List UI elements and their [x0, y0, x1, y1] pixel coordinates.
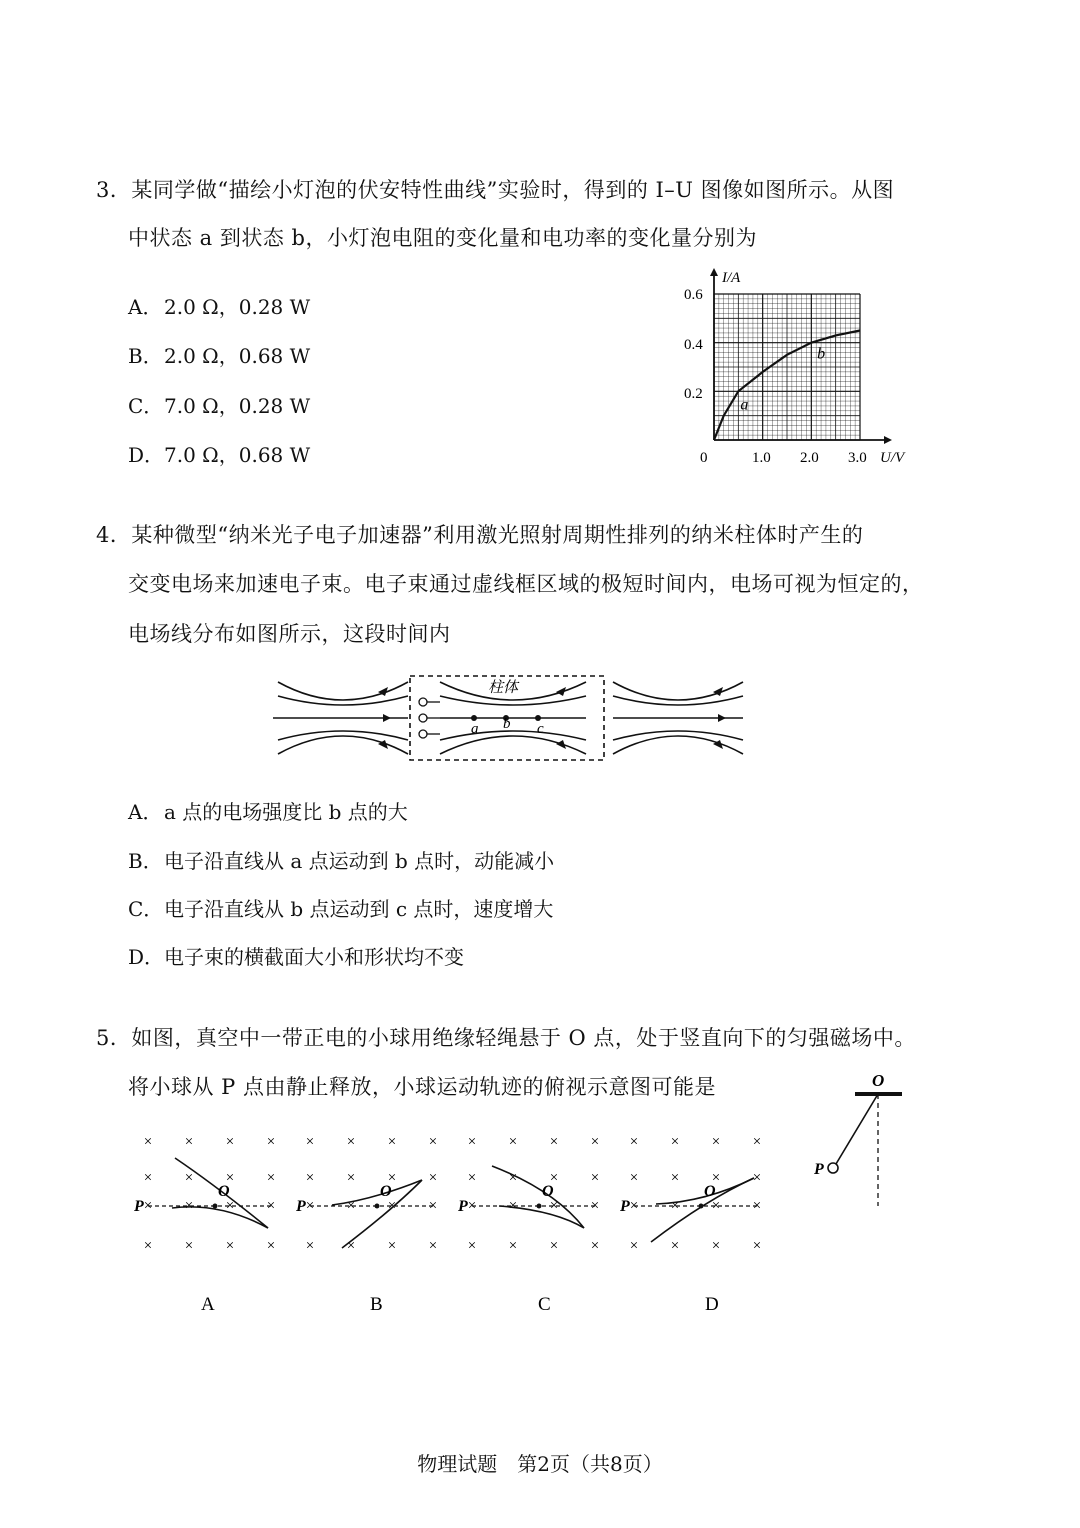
- q5-field-cross-mark: ×: [346, 1170, 356, 1186]
- q4-field-line-figure: [268, 670, 748, 770]
- q3-option-c: [128, 390, 310, 419]
- q5-choice-d-label: D: [705, 1294, 719, 1315]
- q3-origin-label: 0: [700, 450, 708, 466]
- q5-point-p-label: P: [296, 1198, 306, 1215]
- q4-option-a-text: a 点的电场强度比 b 点的大: [164, 800, 408, 824]
- q5-field-cross-mark: ×: [305, 1238, 315, 1254]
- q5-field-cross-mark: ×: [225, 1238, 235, 1254]
- q5-field-cross-mark: ×: [428, 1238, 438, 1254]
- q5-choice-b-label: B: [370, 1294, 383, 1315]
- q3-y-tick-0.6: 0.6: [684, 287, 703, 303]
- q5-field-cross-mark: ×: [711, 1198, 721, 1214]
- q5-field-cross-mark: ×: [387, 1198, 397, 1214]
- q5-field-cross-mark: ×: [508, 1198, 518, 1214]
- q4-pillar-label: 柱体: [488, 680, 519, 696]
- q4-point-c-label: c: [537, 721, 544, 737]
- q4-point-a-label: a: [471, 721, 479, 737]
- q5-field-cross-mark: ×: [184, 1198, 194, 1214]
- q4-field-line: [278, 682, 408, 700]
- q5-field-cross-mark: ×: [467, 1238, 477, 1254]
- q4-option-a-label: A．: [128, 800, 163, 824]
- q5-point-p-label: P: [458, 1198, 468, 1215]
- q5-field-cross-mark: ×: [467, 1198, 477, 1214]
- q5-point-o-dot: [213, 1204, 218, 1209]
- q4-option-c-text: 电子沿直线从 b 点运动到 c 点时，速度增大: [164, 897, 554, 921]
- q5-field-cross-mark: ×: [428, 1198, 438, 1214]
- page-footer: 物理试题 第2页（共8页）: [417, 1452, 663, 1476]
- q5-field-cross-mark: ×: [629, 1238, 639, 1254]
- q5-point-o-label: O: [872, 1071, 885, 1090]
- q3-iu-graph: [676, 262, 926, 472]
- q5-field-cross-mark: ×: [387, 1170, 397, 1186]
- q4-electron-beam: [419, 698, 440, 738]
- q5-field-cross-mark: ×: [305, 1134, 315, 1150]
- q5-field-cross-mark: ×: [752, 1170, 762, 1186]
- q4-option-a: [128, 796, 408, 825]
- q4-option-b-label: B．: [128, 849, 163, 873]
- q3-option-c-text: 7.0 Ω，0.28 W: [164, 394, 311, 418]
- q5-field-cross-mark: ×: [467, 1170, 477, 1186]
- q5-point-o-label: O: [704, 1183, 716, 1200]
- q5-point-o-dot: [537, 1204, 542, 1209]
- q3-point-a-label: a: [740, 396, 749, 414]
- q5-field-cross-mark: ×: [670, 1238, 680, 1254]
- q3-option-d-label: D．: [128, 443, 165, 467]
- q5-point-p-label: P: [620, 1198, 630, 1215]
- q4-field-line: [613, 682, 743, 700]
- q5-field-cross-mark: ×: [305, 1198, 315, 1214]
- q5-field-cross-mark: ×: [184, 1134, 194, 1150]
- q5-trajectory: [651, 1178, 754, 1242]
- q3-stem-line1: 3．某同学做“描绘小灯泡的伏安特性曲线”实验时，得到的 I–U 图像如图所示。从图: [96, 178, 895, 202]
- q5-field-cross-mark: ×: [629, 1198, 639, 1214]
- q4-field-line: [278, 736, 408, 754]
- q3-option-b: [128, 340, 310, 369]
- q3-option-a-label: A．: [128, 295, 163, 319]
- q5-stem-line2: 将小球从 P 点由静止释放，小球运动轨迹的俯视示意图可能是: [128, 1075, 716, 1099]
- q3-x-axis-label: U/V: [880, 450, 905, 466]
- q3-y-tick-0.2: 0.2: [684, 386, 703, 402]
- q3-option-b-text: 2.0 Ω，0.68 W: [164, 344, 311, 368]
- q5-point-o-dot: [375, 1204, 380, 1209]
- q5-field-cross-mark: ×: [590, 1238, 600, 1254]
- q4-stem-line2: 交变电场来加速电子束。电子束通过虚线框区域的极短时间内，电场可视为恒定的，: [128, 572, 924, 596]
- q5-choice-panel: [457, 1134, 599, 1254]
- q5-field-cross-mark: ×: [387, 1134, 397, 1150]
- q5-field-cross-mark: ×: [143, 1170, 153, 1186]
- q5-field-cross-mark: ×: [508, 1134, 518, 1150]
- q5-field-cross-mark: ×: [266, 1134, 276, 1150]
- q3-option-b-label: B．: [128, 344, 163, 368]
- q5-field-cross-mark: ×: [508, 1238, 518, 1254]
- q5-point-p-label: P: [134, 1198, 144, 1215]
- q5-field-cross-mark: ×: [467, 1134, 477, 1150]
- q5-field-cross-mark: ×: [387, 1238, 397, 1254]
- q4-arrowhead: [383, 714, 391, 722]
- q4-stem-line1: 4．某种微型“纳米光子电子加速器”利用激光照射周期性排列的纳米柱体时产生的: [96, 523, 864, 547]
- q4-option-d: [128, 941, 464, 970]
- q5-field-cross-mark: ×: [266, 1238, 276, 1254]
- q4-option-c: [128, 893, 553, 922]
- q3-stem-line2: 中状态 a 到状态 b，小灯泡电阻的变化量和电功率的变化量分别为: [128, 226, 757, 250]
- q4-arrowhead: [556, 687, 566, 696]
- q4-option-d-text: 电子束的横截面大小和形状均不变: [164, 945, 464, 969]
- q5-field-cross-mark: ×: [670, 1198, 680, 1214]
- q5-field-cross-mark: ×: [225, 1170, 235, 1186]
- q5-field-cross-mark: ×: [670, 1170, 680, 1186]
- q5-field-cross-mark: ×: [184, 1170, 194, 1186]
- q5-pendulum-figure: [810, 1066, 920, 1216]
- q4-field-line: [613, 736, 743, 754]
- q5-point-o-label: O: [542, 1183, 554, 1200]
- q3-x-tick-1.0: 1.0: [752, 450, 771, 466]
- q3-option-d: [128, 439, 310, 468]
- q5-field-cross-mark: ×: [184, 1238, 194, 1254]
- q3-y-axis-label: I/A: [722, 270, 741, 286]
- q5-field-cross-mark: ×: [143, 1134, 153, 1150]
- q5-field-cross-mark: ×: [225, 1198, 235, 1214]
- q5-field-cross-mark: ×: [549, 1198, 559, 1214]
- q5-field-cross-mark: ×: [670, 1134, 680, 1150]
- q3-option-d-text: 7.0 Ω，0.68 W: [164, 443, 311, 467]
- q5-field-cross-mark: ×: [549, 1134, 559, 1150]
- q5-field-cross-mark: ×: [143, 1198, 153, 1214]
- q5-choice-a-label: A: [201, 1294, 215, 1315]
- q5-field-cross-mark: ×: [629, 1134, 639, 1150]
- q5-field-cross-mark: ×: [428, 1134, 438, 1150]
- q5-field-cross-mark: ×: [346, 1134, 356, 1150]
- q5-point-o-dot: [699, 1204, 704, 1209]
- q3-graph-grid: [714, 294, 860, 440]
- q5-trajectory: [492, 1166, 584, 1228]
- q4-arrowhead: [718, 714, 726, 722]
- q4-option-d-label: D．: [128, 945, 165, 969]
- q3-y-tick-0.4: 0.4: [684, 337, 703, 353]
- q5-field-cross-mark: ×: [590, 1170, 600, 1186]
- q5-field-cross-mark: ×: [266, 1170, 276, 1186]
- q5-field-cross-mark: ×: [590, 1134, 600, 1150]
- q5-string: [836, 1094, 878, 1164]
- q5-point-p-label: P: [814, 1161, 824, 1178]
- q3-option-a-text: 2.0 Ω，0.28 W: [164, 295, 311, 319]
- q5-field-cross-mark: ×: [590, 1198, 600, 1214]
- q5-stem-line1: 5．如图，真空中一带正电的小球用绝缘轻绳悬于 O 点，处于竖直向下的匀强磁场中。: [96, 1026, 916, 1050]
- q5-field-cross-mark: ×: [225, 1134, 235, 1150]
- q5-choice-panel: [133, 1134, 275, 1254]
- q5-field-cross-mark: ×: [346, 1238, 356, 1254]
- q5-choice-diagrams: [120, 1130, 800, 1320]
- q5-field-cross-mark: ×: [266, 1198, 276, 1214]
- q3-option-c-label: C．: [128, 394, 164, 418]
- q4-arrowhead: [556, 740, 566, 749]
- q5-choice-panel: [295, 1134, 437, 1254]
- q5-field-cross-mark: ×: [305, 1170, 315, 1186]
- q5-choice-panel: [619, 1134, 761, 1254]
- q4-option-b: [128, 845, 554, 874]
- q5-field-cross-mark: ×: [143, 1238, 153, 1254]
- q5-field-cross-mark: ×: [752, 1134, 762, 1150]
- q5-field-cross-mark: ×: [428, 1170, 438, 1186]
- q4-option-b-text: 电子沿直线从 a 点运动到 b 点时，动能减小: [164, 849, 555, 873]
- q5-choice-c-label: C: [538, 1294, 551, 1315]
- q5-field-cross-mark: ×: [752, 1198, 762, 1214]
- q4-stem-line3: 电场线分布如图所示，这段时间内: [128, 622, 451, 646]
- q3-x-tick-2.0: 2.0: [800, 450, 819, 466]
- q4-option-c-label: C．: [128, 897, 164, 921]
- q5-field-cross-mark: ×: [711, 1134, 721, 1150]
- q3-x-tick-3.0: 3.0: [848, 450, 867, 466]
- q5-field-cross-mark: ×: [711, 1170, 721, 1186]
- q4-point-b-label: b: [503, 716, 511, 732]
- q5-field-cross-mark: ×: [711, 1238, 721, 1254]
- q5-field-cross-mark: ×: [508, 1170, 518, 1186]
- q5-ball: [828, 1163, 838, 1173]
- q5-field-cross-mark: ×: [752, 1238, 762, 1254]
- q5-field-cross-mark: ×: [549, 1238, 559, 1254]
- q5-field-cross-mark: ×: [629, 1170, 639, 1186]
- q5-point-o-label: O: [218, 1183, 230, 1200]
- q3-option-a: [128, 291, 310, 320]
- q3-point-b-label: b: [817, 345, 826, 363]
- q5-point-o-label: O: [380, 1183, 392, 1200]
- q5-field-cross-mark: ×: [549, 1170, 559, 1186]
- q5-field-cross-mark: ×: [346, 1198, 356, 1214]
